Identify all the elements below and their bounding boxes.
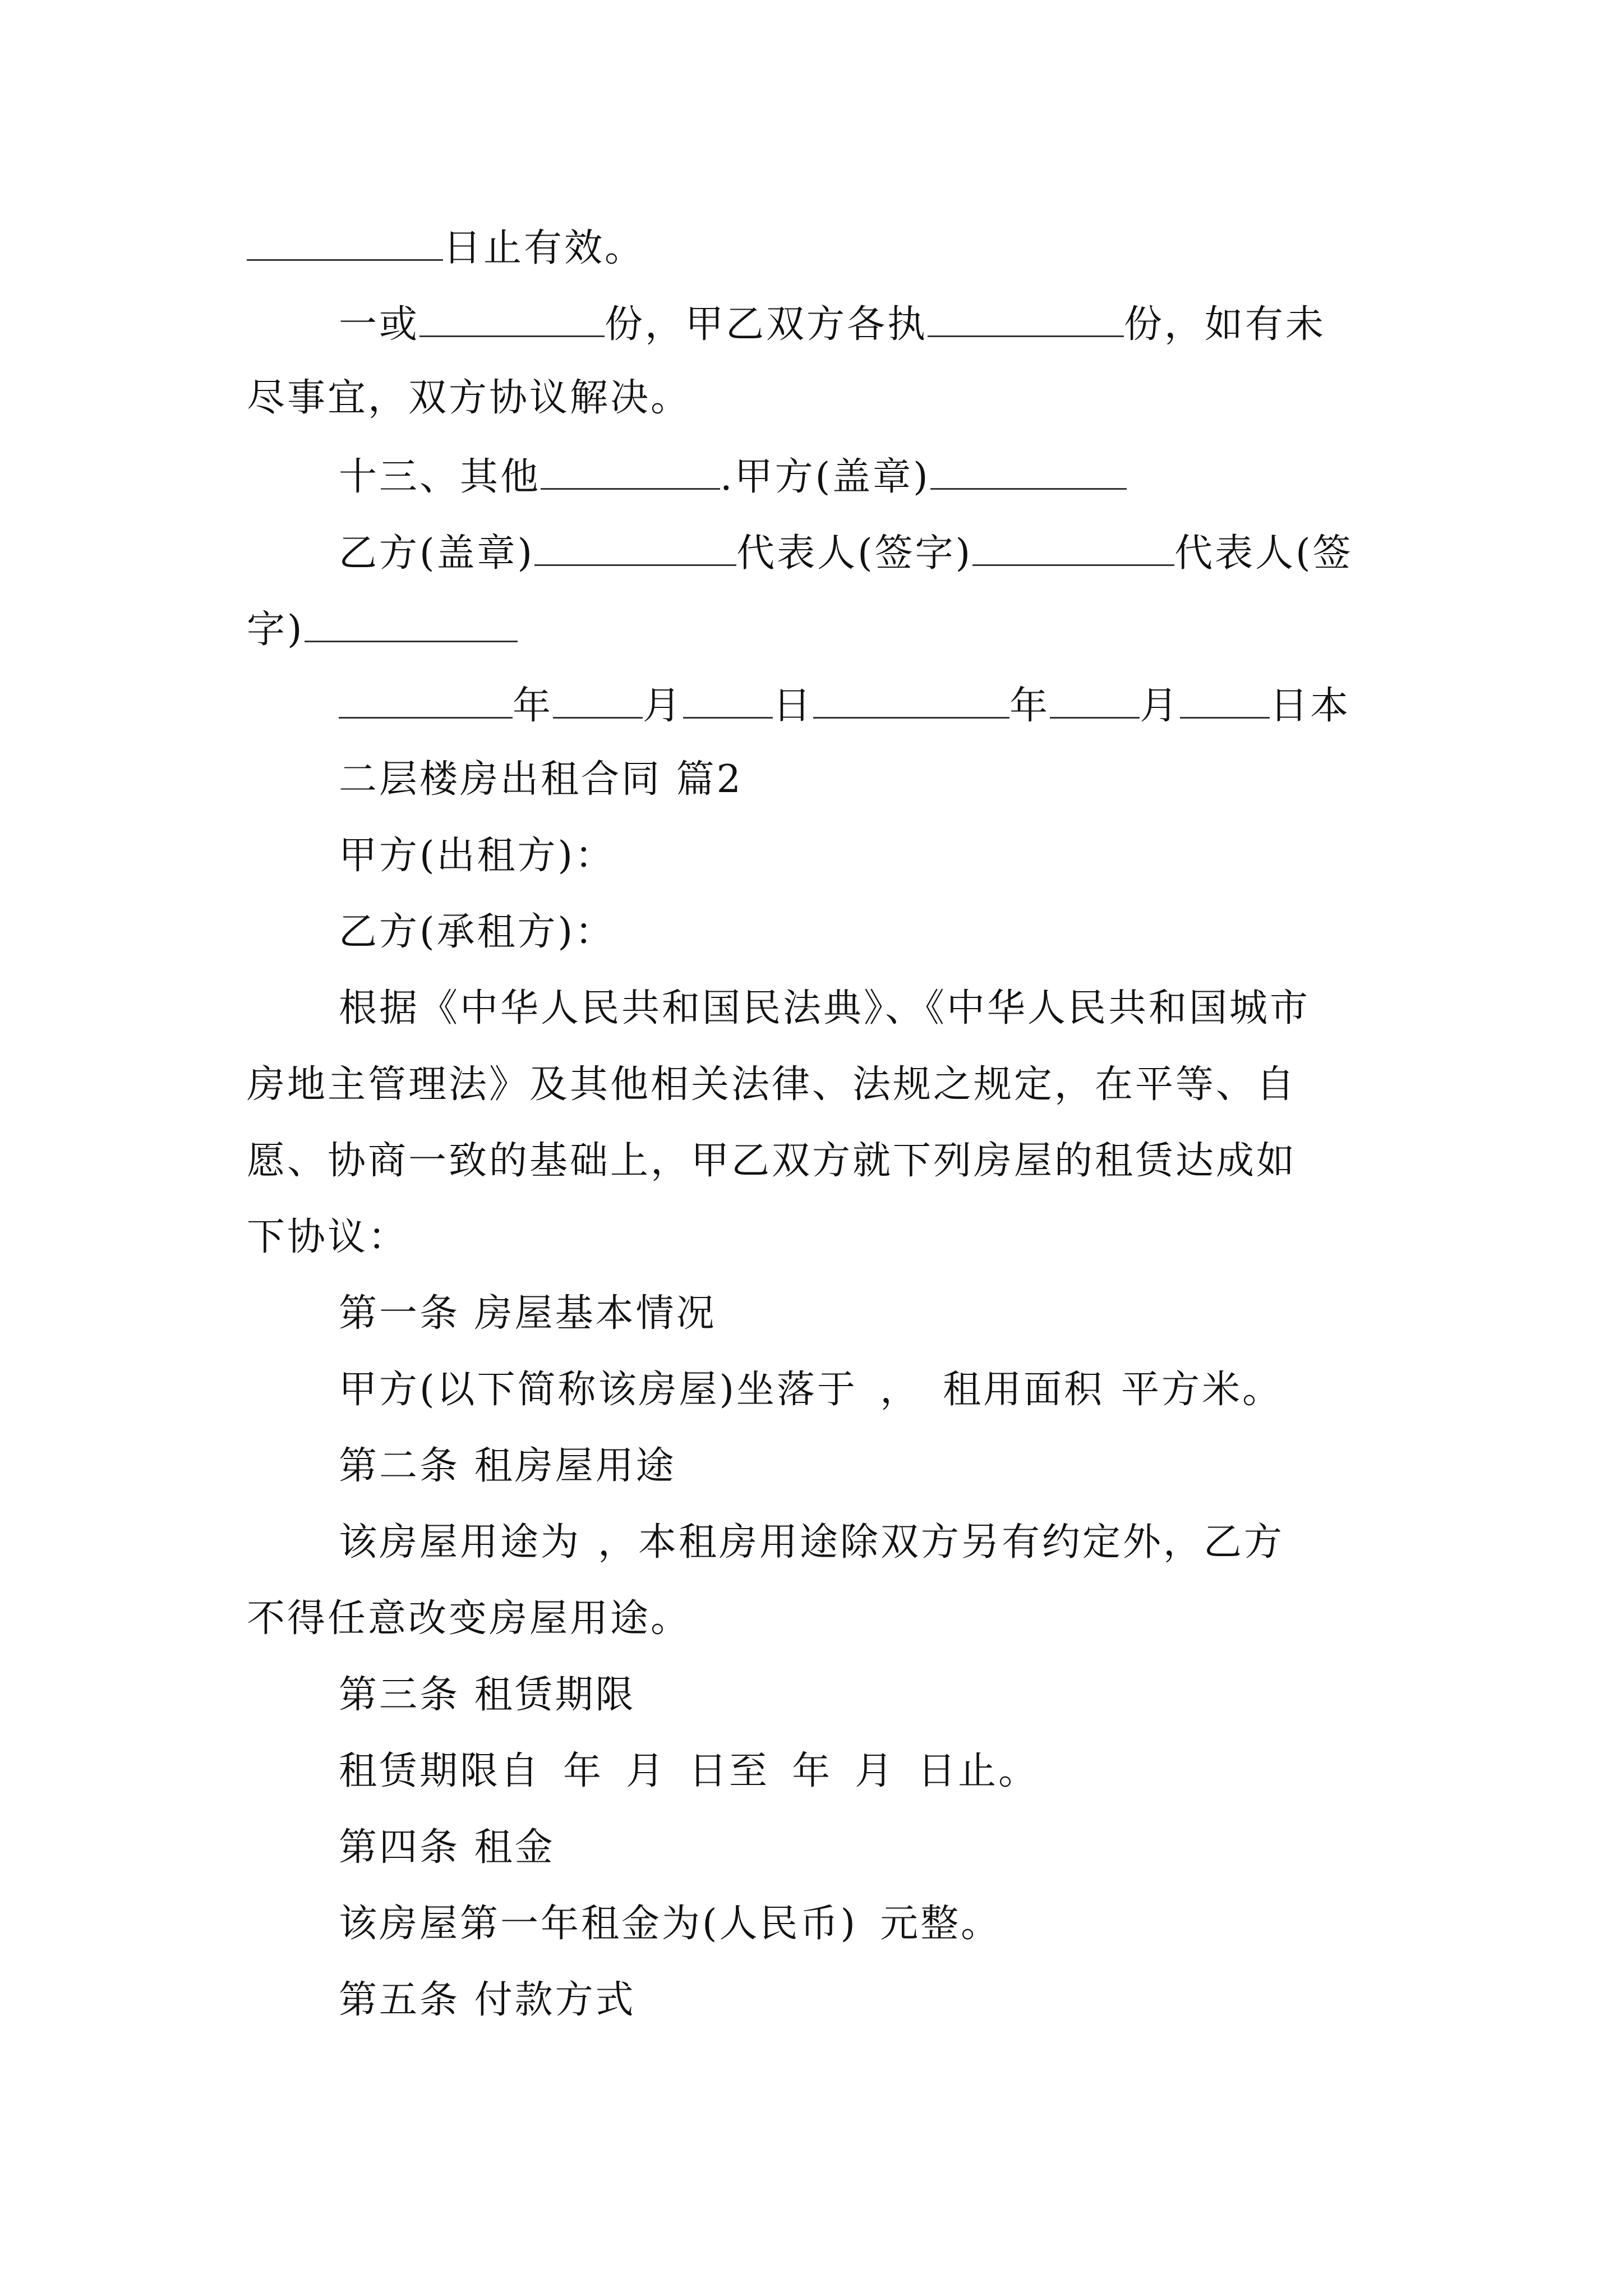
text-segment: 代表人(签 bbox=[1174, 531, 1353, 576]
text-segment: 该房屋用途为 bbox=[339, 1520, 582, 1565]
text-segment: ，本租房用途除双方另有约定外，乙方 bbox=[598, 1520, 1285, 1565]
text-segment: 年 bbox=[563, 1749, 604, 1793]
blank-field bbox=[930, 455, 1127, 490]
paragraph-line bbox=[339, 986, 1311, 1030]
text-segment: 月 bbox=[626, 1749, 667, 1793]
paragraph-line bbox=[247, 376, 691, 420]
blank-field bbox=[339, 684, 513, 719]
article-heading bbox=[339, 1673, 636, 1717]
text-segment: 年 bbox=[513, 684, 554, 728]
text-segment: 租赁期限自 bbox=[339, 1749, 541, 1793]
text-segment: 第二条 租房屋用途 bbox=[339, 1444, 676, 1488]
blank-field bbox=[553, 684, 643, 719]
text-segment: 代表人(签字) bbox=[736, 531, 973, 576]
text-segment: 甲方(以下简称该房屋)坐落于 bbox=[339, 1368, 858, 1412]
text-segment: 尽事宜，双方协议解决。 bbox=[247, 376, 691, 420]
text-segment: 不得任意改变房屋用途。 bbox=[247, 1596, 691, 1641]
signature-line-cont bbox=[247, 608, 518, 652]
text-segment: 月 bbox=[1140, 684, 1181, 728]
text-segment: 二层楼房出租合同 篇2 bbox=[339, 757, 743, 802]
text-segment: 年 bbox=[1009, 684, 1050, 728]
text-segment: 第四条 租金 bbox=[339, 1825, 555, 1870]
blank-field bbox=[247, 227, 443, 261]
article-heading bbox=[339, 1978, 636, 2022]
text-segment: 日止有效。 bbox=[443, 226, 645, 270]
article-heading bbox=[339, 1444, 676, 1488]
blank-field bbox=[541, 455, 720, 490]
contract-validity-line bbox=[247, 227, 645, 268]
text-segment: 月 bbox=[855, 1749, 896, 1793]
text-segment: 日至 bbox=[689, 1749, 770, 1793]
party-a-line bbox=[339, 834, 616, 878]
blank-field bbox=[534, 532, 736, 566]
blank-field bbox=[419, 303, 605, 337]
text-segment: 该房屋第一年租金为(人民币) bbox=[339, 1902, 858, 1946]
contract-title bbox=[339, 757, 743, 802]
paragraph-line bbox=[247, 1139, 1297, 1183]
text-segment: 一或 bbox=[339, 302, 420, 347]
blank-field bbox=[813, 684, 1009, 719]
text-segment: 租用面积 bbox=[943, 1368, 1105, 1412]
article-heading bbox=[339, 1291, 717, 1336]
text-segment: 乙方(承租方)： bbox=[339, 910, 616, 954]
paragraph-line bbox=[247, 1215, 409, 1259]
party-b-line bbox=[339, 910, 616, 954]
blank-field bbox=[305, 608, 518, 642]
text-segment: 平方米。 bbox=[1121, 1368, 1283, 1412]
text-segment: 乙方(盖章) bbox=[339, 531, 535, 576]
text-segment: 日 bbox=[773, 684, 814, 728]
text-segment: 房地主管理法》及其他相关法律、法规之规定，在平等、自 bbox=[247, 1062, 1297, 1107]
text-segment: 愿、协商一致的基础上，甲乙双方就下列房屋的租赁达成如 bbox=[247, 1139, 1297, 1183]
article-heading bbox=[339, 1825, 555, 1870]
text-segment: 第五条 付款方式 bbox=[339, 1978, 636, 2022]
paragraph-line bbox=[339, 1749, 1039, 1793]
text-segment: 甲方(出租方)： bbox=[339, 834, 616, 878]
text-segment: 十三、其他 bbox=[339, 455, 541, 499]
paragraph-line bbox=[247, 1062, 1297, 1107]
text-segment: 第三条 租赁期限 bbox=[339, 1673, 636, 1717]
text-segment: 字) bbox=[247, 608, 305, 652]
text-segment: .甲方(盖章) bbox=[720, 455, 930, 499]
copies-line bbox=[339, 302, 1326, 347]
other-clause-line bbox=[339, 455, 1127, 499]
date-line bbox=[339, 684, 1351, 728]
text-segment: 下协议： bbox=[247, 1215, 409, 1259]
text-segment: 月 bbox=[643, 684, 684, 728]
text-segment: 年 bbox=[792, 1749, 833, 1793]
signature-line bbox=[339, 531, 1353, 576]
blank-field bbox=[683, 684, 773, 719]
text-segment: ， bbox=[880, 1368, 921, 1412]
text-segment: 日本 bbox=[1270, 684, 1351, 728]
blank-field bbox=[972, 532, 1174, 566]
blank-field bbox=[1050, 684, 1140, 719]
paragraph-line bbox=[339, 1520, 1285, 1565]
text-segment: 份，甲乙双方各执 bbox=[605, 302, 928, 347]
text-segment: 日止。 bbox=[917, 1749, 1039, 1793]
paragraph-line bbox=[247, 1596, 691, 1641]
text-segment: 第一条 房屋基本情况 bbox=[339, 1291, 717, 1336]
paragraph-line bbox=[339, 1368, 1283, 1412]
text-segment: 根据《中华人民共和国民法典》、《中华人民共和国城市 bbox=[339, 986, 1311, 1030]
text-segment: 元整。 bbox=[880, 1902, 1002, 1946]
blank-field bbox=[1180, 684, 1270, 719]
blank-field bbox=[928, 303, 1124, 337]
text-segment: 份，如有未 bbox=[1124, 302, 1326, 347]
paragraph-line bbox=[339, 1902, 1002, 1946]
